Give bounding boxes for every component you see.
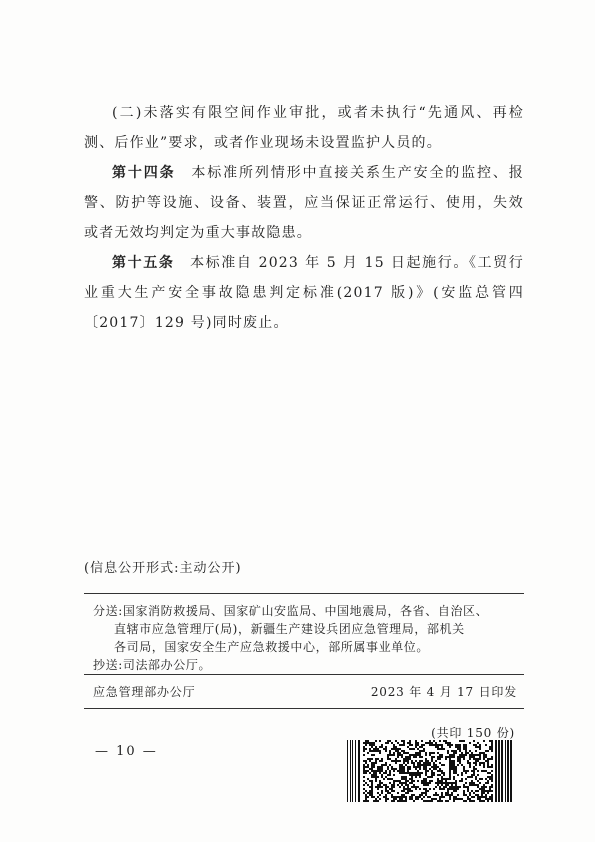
- distribution-block: [93, 602, 519, 674]
- divider-bottom: [84, 708, 524, 709]
- article-14: [84, 158, 524, 248]
- copy-line: 抄送:司法部办公厅。: [93, 658, 212, 672]
- disclosure-form: (信息公开形式:主动公开): [84, 561, 242, 576]
- send-line-3: 各司局，国家安全生产应急救援中心，部所属事业单位。: [114, 640, 430, 654]
- issuer: 应急管理部办公厅: [93, 685, 196, 699]
- article-15-text: 本标准自 2023 年 5 月 15 日起施行。《工贸行业重大生产安全事故隐患判定标准(2017 版)》(安监总管四〔2017〕129 号)同时废止。: [84, 255, 524, 331]
- print-copies: (共印 150 份): [431, 726, 515, 740]
- article-15-title: 第十五条: [112, 255, 175, 271]
- page-number: — 10 —: [95, 744, 158, 759]
- article-15: [84, 248, 524, 338]
- article-14-title: 第十四条: [112, 165, 176, 181]
- send-line-1: 分送:国家消防救援局、国家矿山安监局、中国地震局，各省、自治区、: [93, 604, 489, 618]
- barcode-icon: [347, 740, 512, 802]
- issue-date: 2023 年 4 月 17 日印发: [370, 685, 517, 699]
- paragraph-item-2: [84, 98, 524, 158]
- divider-top: [84, 593, 524, 594]
- paragraph-item-2-text: (二)未落实有限空间作业审批，或者未执行“先通风、再检测、后作业”要求，或者作业现场未设置监护人员的。: [84, 105, 524, 151]
- article-14-text: 本标准所列情形中直接关系生产安全的监控、报警、防护等设施、设备、装置，应当保证正常运行、使用，失效或者无效均判定为重大事故隐患。: [84, 165, 524, 241]
- send-line-2: 直辖市应急管理厅(局)，新疆生产建设兵团应急管理局，部机关: [114, 622, 465, 636]
- divider-middle: [84, 674, 524, 675]
